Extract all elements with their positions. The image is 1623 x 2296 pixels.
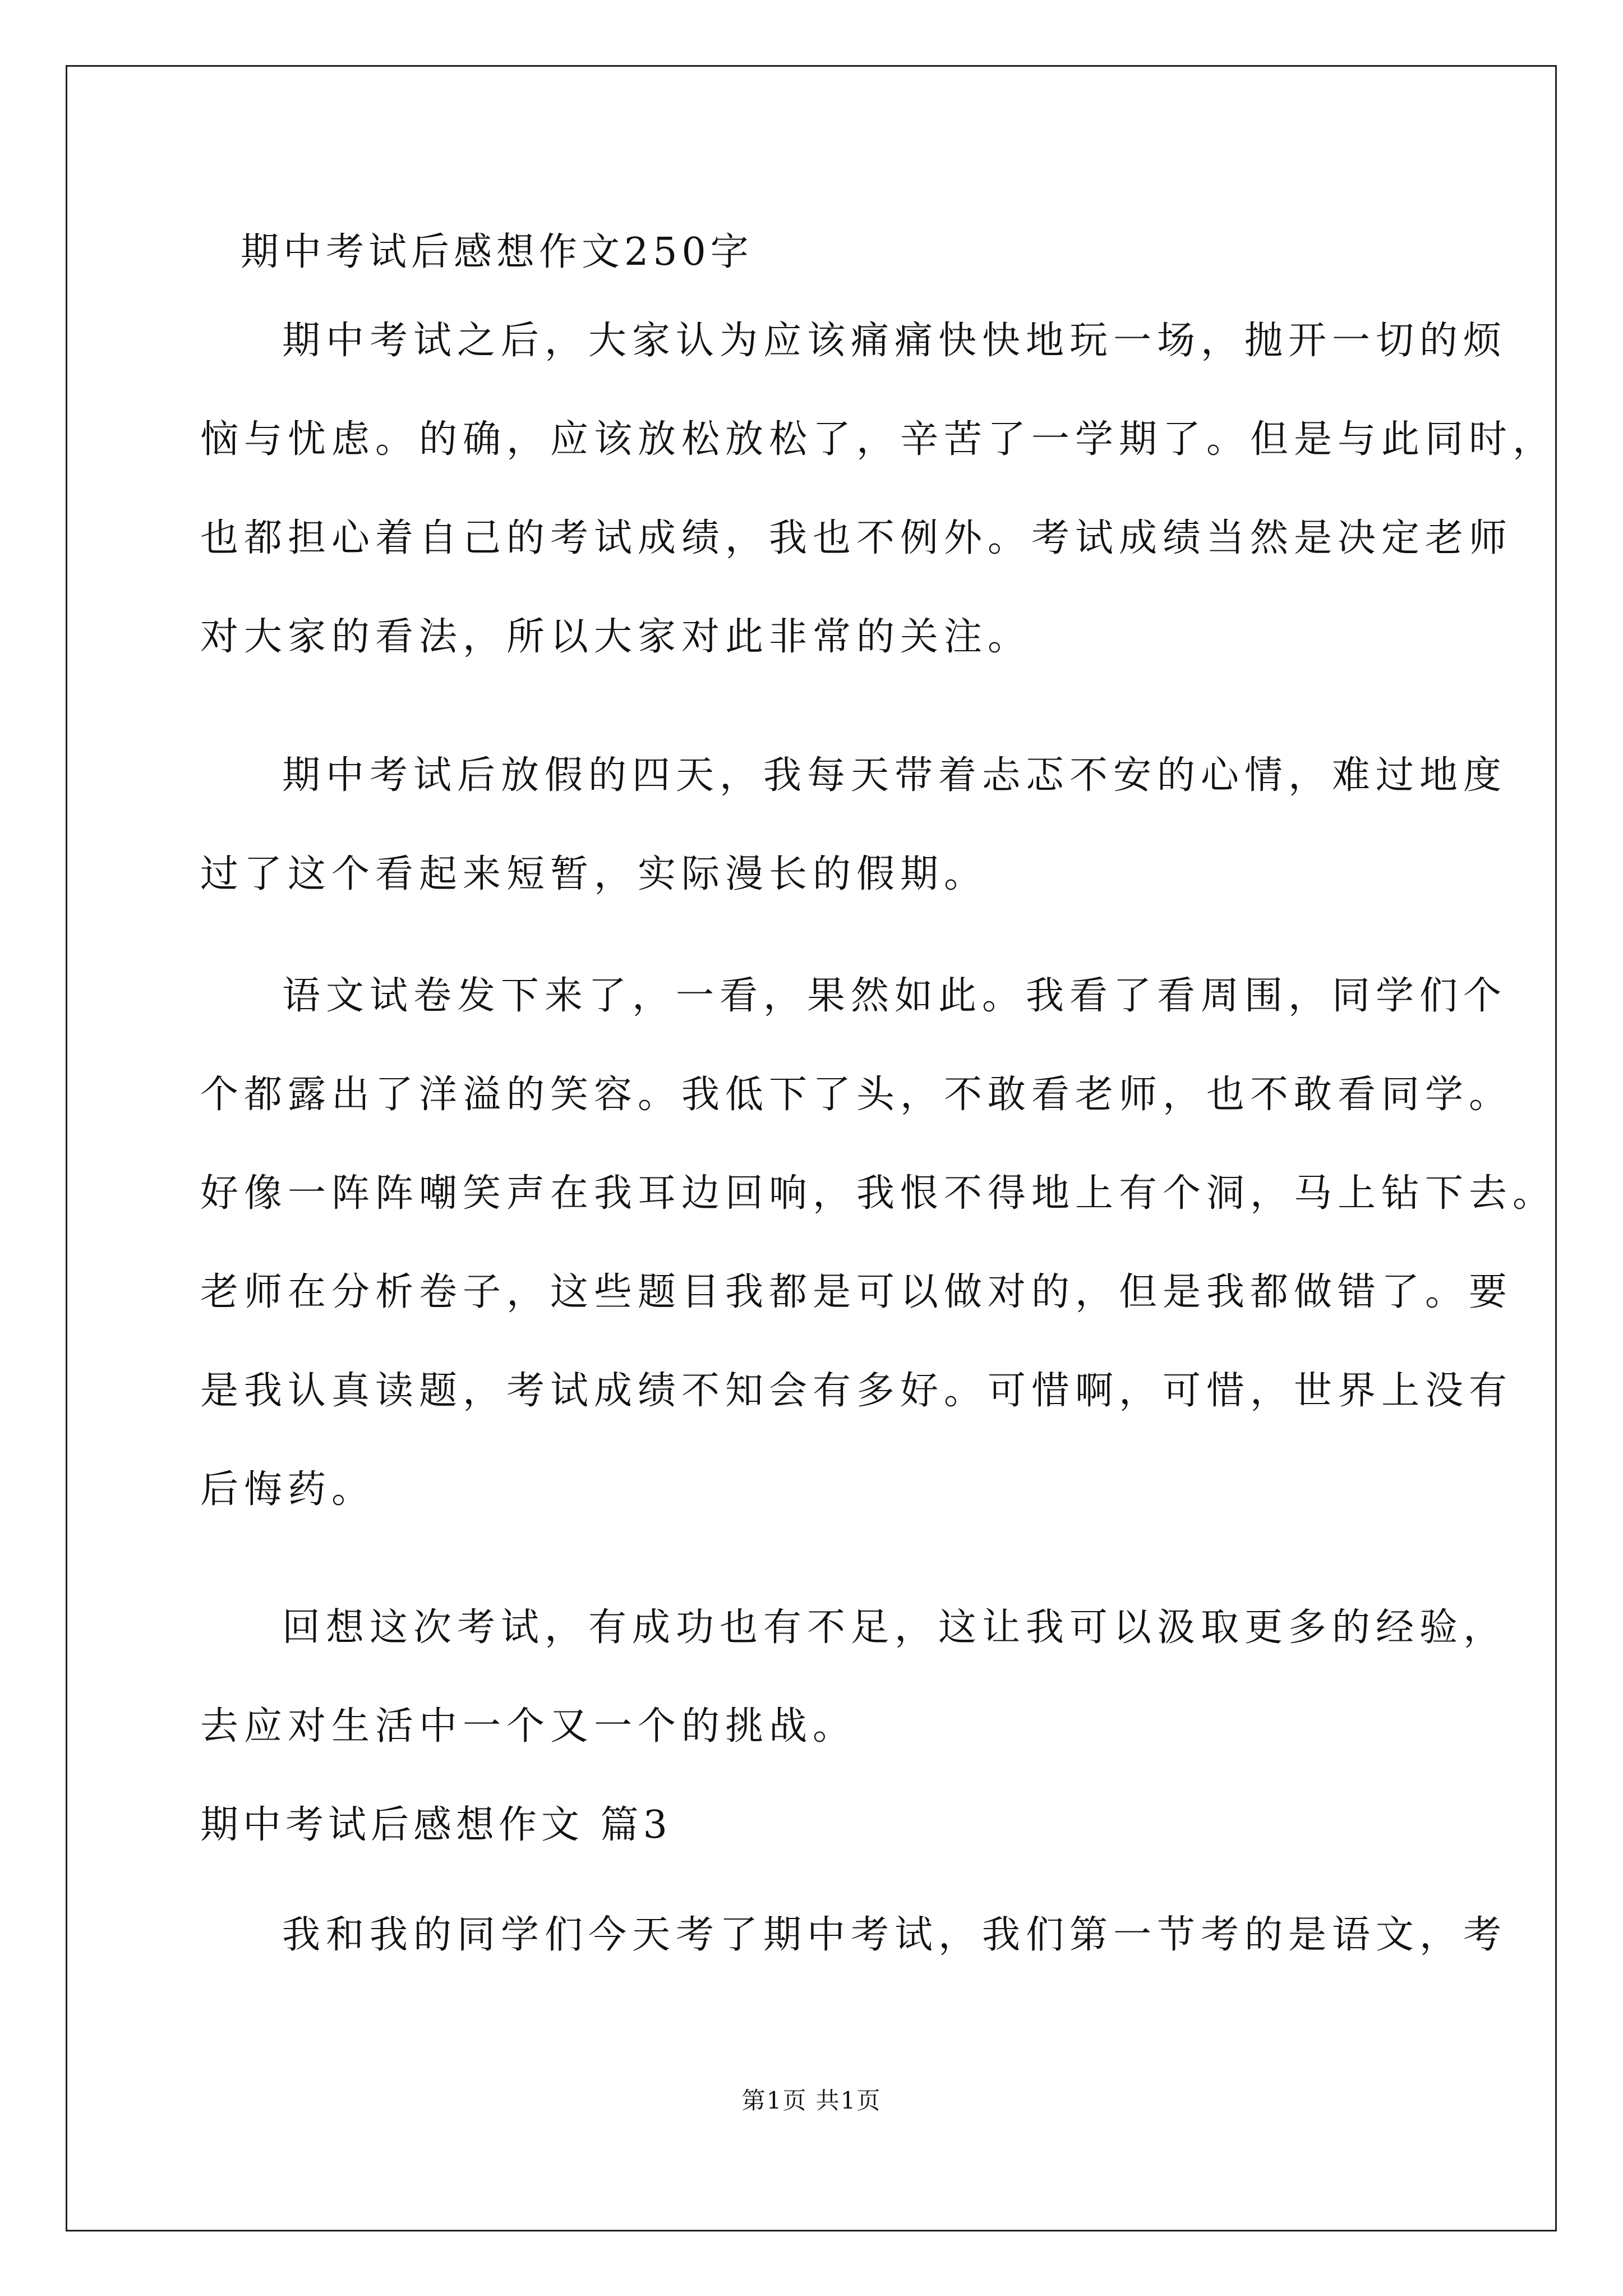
paragraph-line: 期中考试之后，大家认为应该痛痛快快地玩一场，抛开一切的烦 [282, 319, 1507, 363]
paragraph-line: 后悔药。 [200, 1467, 376, 1512]
paragraph-line: 过了这个看起来短暂，实际漫长的假期。 [200, 852, 988, 896]
paragraph-line: 对大家的看法，所以大家对此非常的关注。 [200, 615, 1032, 659]
section-heading: 期中考试后感想作文 篇3 [200, 1803, 672, 1847]
paragraph-line: 好像一阵阵嘲笑声在我耳边回响，我恨不得地上有个洞，马上钻下去。 [200, 1171, 1557, 1216]
essay-title: 期中考试后感想作文250字 [241, 230, 753, 274]
paragraph-line: 个都露出了洋溢的笑容。我低下了头，不敢看老师，也不敢看同学。 [200, 1073, 1513, 1117]
paragraph-line: 恼与忧虑。的确，应该放松放松了，辛苦了一学期了。但是与此同时， [200, 417, 1557, 462]
page-number-footer: 第1页 共1页 [741, 2087, 882, 2114]
paragraph-line: 期中考试后放假的四天，我每天带着忐忑不安的心情，难过地度 [282, 753, 1507, 798]
page-border [66, 65, 1557, 2231]
paragraph-line: 也都担心着自己的考试成绩，我也不例外。考试成绩当然是决定老师 [200, 516, 1513, 560]
paragraph-line: 语文试卷发下来了，一看，果然如此。我看了看周围，同学们个 [282, 974, 1507, 1018]
paragraph-line: 我和我的同学们今天考了期中考试，我们第一节考的是语文，考 [282, 1913, 1507, 1957]
paragraph-line: 是我认真读题，考试成绩不知会有多好。可惜啊，可惜，世界上没有 [200, 1369, 1513, 1413]
paragraph-line: 回想这次考试，有成功也有不足，这让我可以汲取更多的经验， [282, 1605, 1507, 1650]
paragraph-line: 去应对生活中一个又一个的挑战。 [200, 1704, 857, 1749]
paragraph-line: 老师在分析卷子，这些题目我都是可以做对的，但是我都做错了。要 [200, 1270, 1513, 1314]
